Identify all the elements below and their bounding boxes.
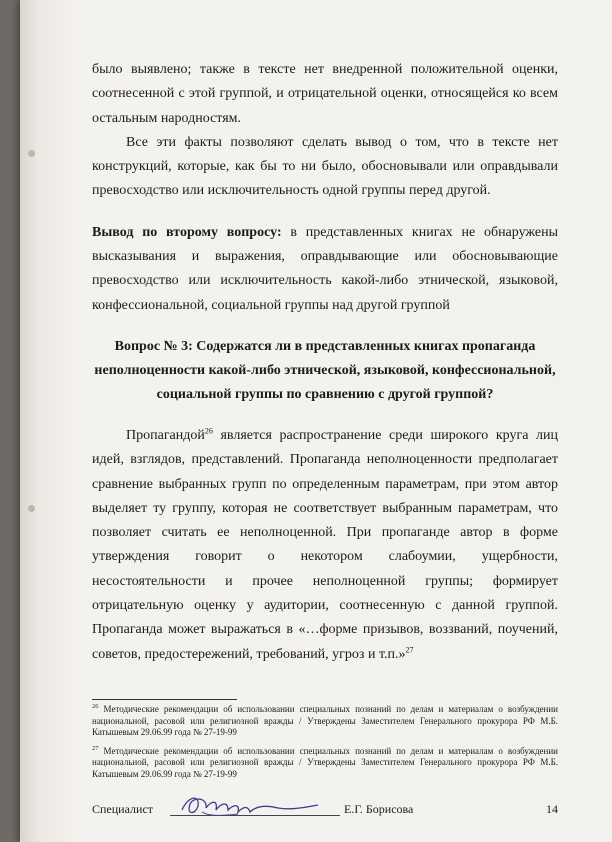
- paragraph-3: [92, 424, 558, 667]
- paragraph-2: Все эти факты позволяют сделать вывод о том, что в тексте нет конструкций, которые, как бы то ни было, обосновывали или оправдывали превосходство или исключительность одной группы перед другой.: [92, 134, 558, 199]
- signature-row: [92, 800, 558, 820]
- propaganda-term: Пропагандой: [126, 427, 205, 443]
- paragraph-3-body: является распространение среди широкого круга лиц идей, взглядов, представлений. Пропаганда неполноценности предполагает сравнение выбранных групп по определенным параметрам, при этом автор выделяет ту группу, которая не соответствует выбранным параметрам, что позволяет считать ее неполноценной. При пропаганде автор в форме утверждения говорит о некотором слабоумии, ущербности, несостоятельности и прочее неполноценной группы; формирует отрицательную оценку у аудитории, соотнесенную с данной группой. Пропаганда может выражаться в «…форме призывов, воззваний, поучений, советов, предостережений, требований, угроз и т.п.»: [92, 427, 558, 662]
- handwritten-signature-icon: [178, 792, 328, 820]
- page-number: 14: [546, 802, 558, 816]
- conclusion-body: в представленных книгах не обнаружены высказывания и выражения, оправдывающие или обосновывающие превосходство или исключительность какой-либо этнической, языковой, конфессиональной, социальной группы над другой группой: [92, 224, 559, 313]
- binder-hole: [28, 505, 35, 512]
- conclusion-paragraph: [92, 221, 558, 318]
- conclusion-heading: Вывод по второму вопросу:: [92, 224, 282, 240]
- main-text: [92, 58, 558, 667]
- footnote-text: Методические рекомендации об использовании специальных познаний по делам и материалам о возбуждении национальной, расовой или религиозной вражды / Утверждены Заместителем Генерального прокурора РФ М.Б. Катышевым 29.06.99 года № 27-19-99: [92, 745, 558, 779]
- binder-hole: [28, 150, 35, 157]
- footnote-ref-27: 27: [405, 644, 414, 654]
- specialist-name: Е.Г. Борисова: [344, 802, 414, 816]
- question-heading: Вопрос № 3: Содержатся ли в представленных книгах пропаганда неполноценности какой-либо этнической, языковой, конфессиональной, социальной группы по сравнению с другой группой?: [94, 338, 556, 402]
- signature-label: Специалист: [92, 802, 154, 816]
- footnote-26: [92, 704, 558, 739]
- footnote-ref-26: 26: [204, 426, 213, 436]
- footnotes: [92, 704, 558, 780]
- footnote-number: 27: [92, 744, 99, 752]
- footnote-text: Методические рекомендации об использовании специальных познаний по делам и материалам о возбуждении национальной, расовой или религиозной вражды / Утверждены Заместителем Генерального прокурора РФ М.Б. Катышевым 29.06.99 года № 27-19-99: [92, 704, 558, 737]
- paragraph-1: было выявлено; также в тексте нет внедренной положительной оценки, соотнесенной с этой группой, и отрицательной оценки, относящейся ко всем остальным народностям.: [92, 62, 558, 126]
- footnote-number: 26: [92, 703, 99, 710]
- footnote-27: [92, 746, 558, 781]
- footnote-divider: [92, 699, 237, 700]
